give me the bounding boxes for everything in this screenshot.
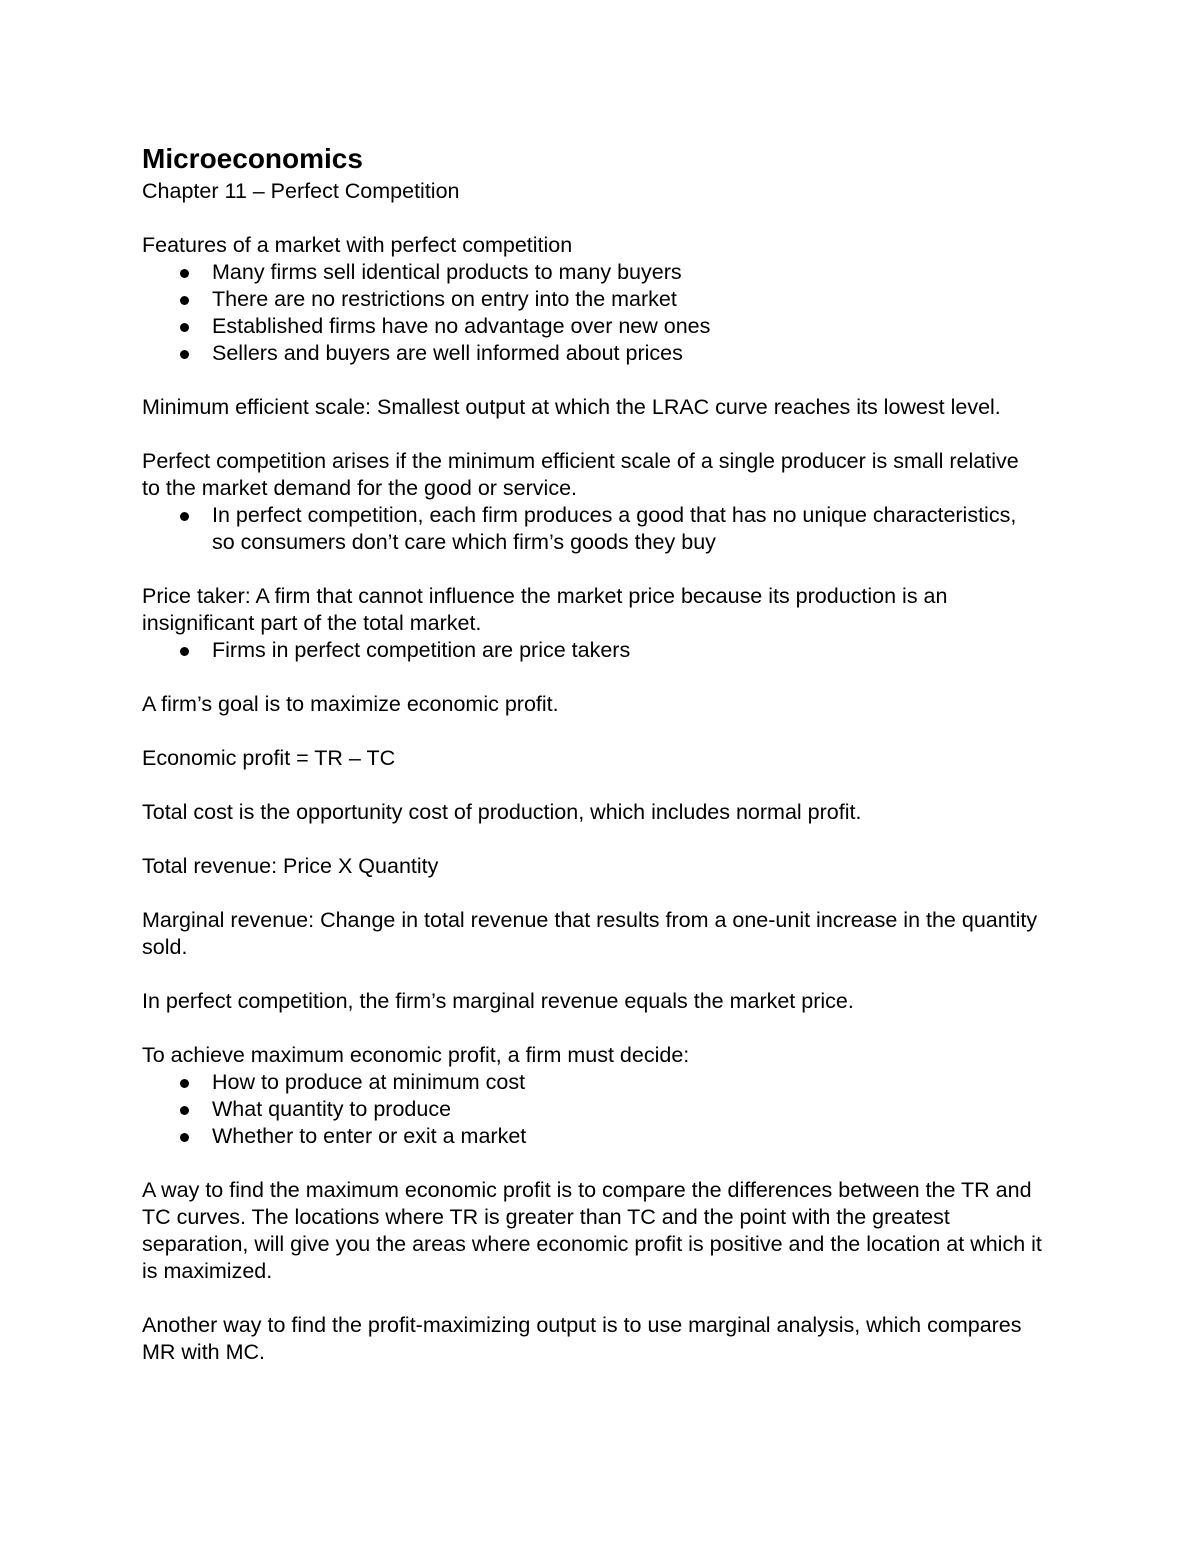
list-item: Many firms sell identical products to many buyers xyxy=(142,259,1042,286)
list-item: Whether to enter or exit a market xyxy=(142,1123,1042,1150)
features-list xyxy=(142,259,1042,367)
bullet-icon xyxy=(180,350,189,359)
bullet-icon xyxy=(180,269,189,278)
perfect-competition-arises-paragraph: Perfect competition arises if the minimum efficient scale of a single producer is small relative to the market demand for the good or service. xyxy=(142,449,1019,500)
bullet-icon xyxy=(180,296,189,305)
list-item: What quantity to produce xyxy=(142,1096,1042,1123)
bullet-icon xyxy=(180,1079,189,1088)
chapter-subtitle: Chapter 11 – Perfect Competition xyxy=(142,179,460,203)
bullet-icon xyxy=(180,1106,189,1115)
firm-goal-paragraph: A firm’s goal is to maximize economic profit. xyxy=(142,692,559,716)
total-cost-paragraph: Total cost is the opportunity cost of production, which includes normal profit. xyxy=(142,800,862,824)
bullet-icon xyxy=(180,323,189,332)
features-heading: Features of a market with perfect competition xyxy=(142,233,573,257)
perfect-competition-list xyxy=(142,502,1042,556)
marginal-revenue-paragraph: Marginal revenue: Change in total revenue that results from a one-unit increase in the quantity sold. xyxy=(142,908,1038,959)
price-taker-list xyxy=(142,637,1042,664)
list-item: Firms in perfect competition are price takers xyxy=(142,637,1042,664)
min-efficient-scale-paragraph: Minimum efficient scale: Smallest output at which the LRAC curve reaches its lowest level. xyxy=(142,395,1001,419)
decide-heading: To achieve maximum economic profit, a firm must decide: xyxy=(142,1043,690,1067)
bullet-icon xyxy=(180,647,189,656)
marginal-analysis-paragraph: Another way to find the profit-maximizing output is to use marginal analysis, which compares MR with MC. xyxy=(142,1313,1022,1364)
document-page xyxy=(142,140,1042,1366)
bullet-icon xyxy=(180,512,189,521)
decide-list xyxy=(142,1069,1042,1150)
max-profit-paragraph: A way to find the maximum economic profit is to compare the differences between the TR and TC curves. The locations where TR is greater than TC and the point with the greatest separation, will give you the areas where economic profit is positive and the location at which it is maximized. xyxy=(142,1178,1042,1283)
list-item: How to produce at minimum cost xyxy=(142,1069,1042,1096)
list-item: Sellers and buyers are well informed about prices xyxy=(142,340,1042,367)
document-title: Microeconomics xyxy=(142,143,363,174)
list-item: There are no restrictions on entry into the market xyxy=(142,286,1042,313)
total-revenue-paragraph: Total revenue: Price X Quantity xyxy=(142,854,439,878)
economic-profit-formula: Economic profit = TR – TC xyxy=(142,746,396,770)
price-taker-paragraph: Price taker: A firm that cannot influence the market price because its production is an insignificant part of the total market. xyxy=(142,584,948,635)
list-item: In perfect competition, each firm produces a good that has no unique characteristics, so consumers don’t care which firm’s goods they buy xyxy=(142,502,1042,556)
bullet-icon xyxy=(180,1133,189,1142)
list-item: Established firms have no advantage over new ones xyxy=(142,313,1042,340)
mr-equals-price-paragraph: In perfect competition, the firm’s marginal revenue equals the market price. xyxy=(142,989,854,1013)
